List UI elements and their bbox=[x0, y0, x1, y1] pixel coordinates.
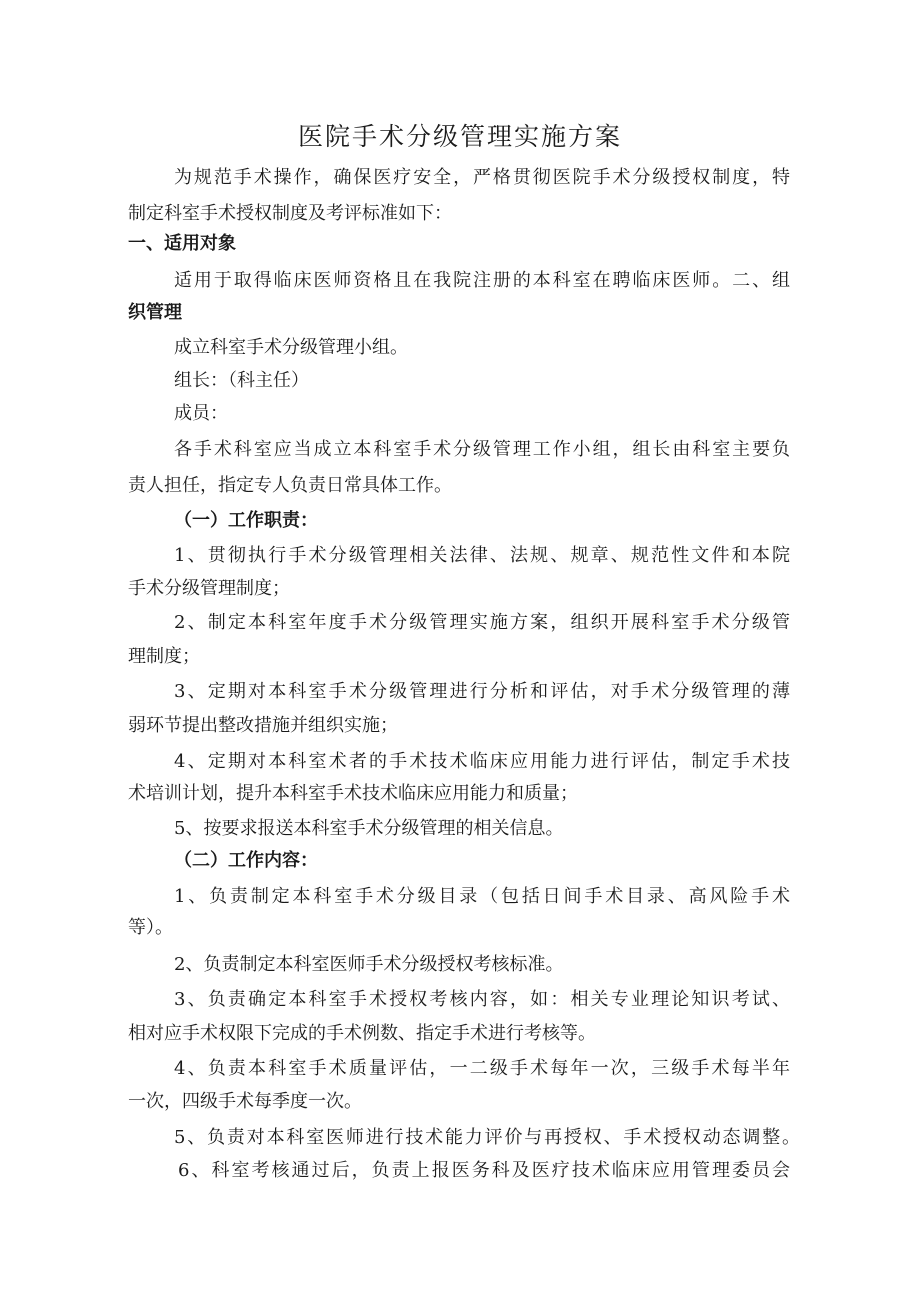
duty-4-line-2: 术培训计划，提升本科室手术技术临床应用能力和质量； bbox=[128, 783, 578, 804]
section-heading-scope: 一、适用对象 bbox=[128, 233, 236, 254]
content-5: 5、负责对本科室医师进行技术能力评价与再授权、手术授权动态调整。 bbox=[174, 1127, 800, 1148]
duties-heading: （一）工作职责： bbox=[174, 510, 318, 531]
duty-2-line-1: 2、制定本科室年度手术分级管理实施方案，组织开展科室手术分级管 bbox=[174, 612, 790, 633]
content-1-line-1: 1、负责制定本科室手术分级目录（包括日间手术目录、高风险手术 bbox=[174, 886, 790, 907]
duty-1-line-2: 手术分级管理制度； bbox=[128, 578, 290, 599]
content-2: 2、负责制定本科室医师手术分级授权考核标准。 bbox=[174, 954, 564, 975]
scope-line-2: 织管理 bbox=[128, 302, 182, 323]
document-title: 医院手术分级管理实施方案 bbox=[297, 122, 622, 151]
content-heading: （二）工作内容： bbox=[174, 850, 318, 871]
group-members: 成员： bbox=[174, 403, 228, 424]
content-6: 6、科室考核通过后，负责上报医务科及医疗技术临床应用管理委员会 bbox=[178, 1160, 790, 1181]
content-3-line-1: 3、负责确定本科室手术授权考核内容，如：相关专业理论知识考试、 bbox=[174, 989, 790, 1010]
intro-line-2: 制定科室手术授权制度及考评标准如下： bbox=[128, 203, 452, 224]
group-setup: 成立科室手术分级管理小组。 bbox=[174, 337, 408, 358]
scope-line-1: 适用于取得临床医师资格且在我院注册的本科室在聘临床医师。二、组 bbox=[174, 270, 790, 291]
duty-2-line-2: 理制度； bbox=[128, 646, 200, 667]
intro-line-1: 为规范手术操作，确保医疗安全，严格贯彻医院手术分级授权制度，特 bbox=[174, 167, 790, 188]
duty-3-line-1: 3、定期对本科室手术分级管理进行分析和评估，对手术分级管理的薄 bbox=[174, 681, 790, 702]
group-desc-line-2: 责人担任，指定专人负责日常具体工作。 bbox=[128, 475, 452, 496]
group-leader: 组长：（科主任） bbox=[174, 370, 309, 391]
content-4-line-2: 一次，四级手术每季度一次。 bbox=[128, 1091, 362, 1112]
group-desc-line-1: 各手术科室应当成立本科室手术分级管理工作小组，组长由科室主要负 bbox=[174, 439, 790, 460]
content-1-line-2: 等）。 bbox=[128, 917, 173, 938]
content-4-line-1: 4、负责本科室手术质量评估，一二级手术每年一次，三级手术每半年 bbox=[174, 1058, 790, 1079]
duty-5: 5、按要求报送本科室手术分级管理的相关信息。 bbox=[174, 818, 564, 839]
duty-1-line-1: 1、贯彻执行手术分级管理相关法律、法规、规章、规范性文件和本院 bbox=[174, 545, 790, 566]
duty-3-line-2: 弱环节提出整改措施并组织实施； bbox=[128, 715, 398, 736]
duty-4-line-1: 4、定期对本科室术者的手术技术临床应用能力进行评估，制定手术技 bbox=[174, 751, 790, 772]
content-3-line-2: 相对应手术权限下完成的手术例数、指定手术进行考核等。 bbox=[128, 1023, 596, 1044]
